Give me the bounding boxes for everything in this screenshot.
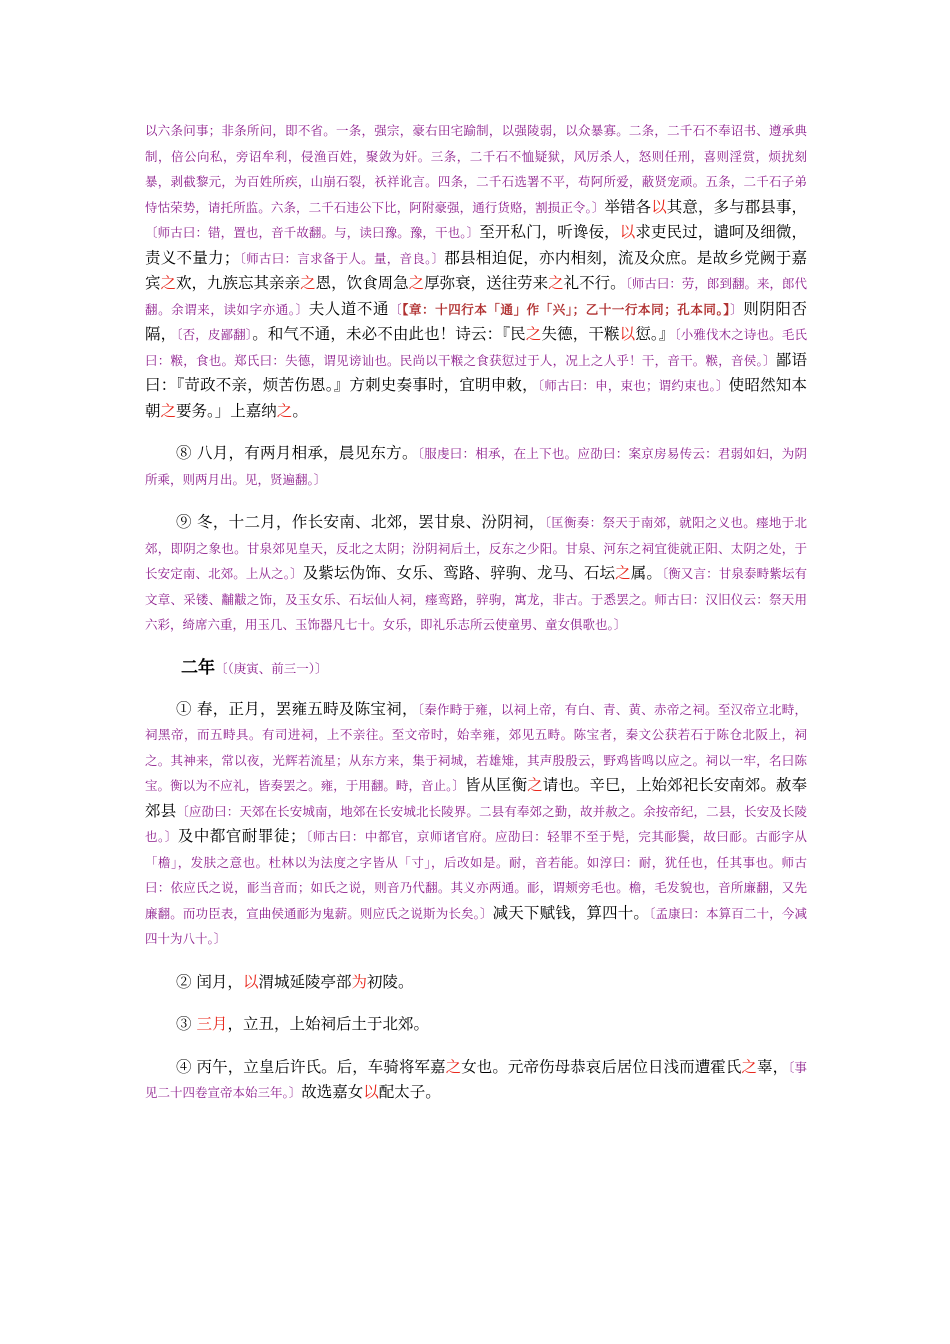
highlight-char: 之 bbox=[160, 401, 177, 420]
annotation-note: 〔孟康曰：本算百二十，今减四十为八十。〕 bbox=[145, 905, 807, 946]
annotation-note: 〔师古曰：言求备于人。量，音良。〕 bbox=[239, 250, 445, 266]
paragraph-continued bbox=[145, 118, 807, 423]
paragraph-2 bbox=[145, 970, 807, 995]
body-text: 其意，多与郡县事， bbox=[666, 197, 807, 216]
body-text: 及紫坛伪饰、女乐、鸾路、骍驹、龙马、石坛 bbox=[302, 564, 616, 582]
body-text: 配太子。 bbox=[378, 1083, 441, 1101]
annotation-note: 〔师古曰：劳，郎到翻。来，郎代翻。余谓来，读如字亦通。〕 bbox=[145, 276, 807, 317]
body-text: ① 春，正月，罢雍五畤及陈宝祠， bbox=[176, 699, 418, 718]
highlight-char: 之 bbox=[276, 401, 293, 420]
body-text: 求吏民过，谴呵及细微，责义不量力； bbox=[145, 223, 807, 267]
paragraph-4 bbox=[145, 1055, 807, 1106]
highlight-char: 以 bbox=[363, 1083, 379, 1101]
body-text: 属。 bbox=[630, 564, 662, 582]
body-text: 请也。辛巳，上始郊祀长安南郊。赦奉郊县 bbox=[145, 776, 807, 820]
body-text: 鄙语曰：『苛政不亲，烦苦伤恩。』方刺史奏事时，宜明申敕， bbox=[145, 350, 807, 394]
body-text: 女也。元帝伤母恭哀后居位日浅而遭霍氏 bbox=[461, 1057, 742, 1076]
paragraph-9 bbox=[145, 510, 807, 638]
highlight-char: 之 bbox=[408, 274, 425, 292]
highlight-char: 以 bbox=[242, 972, 259, 991]
annotation-note: 〔师古曰：中都官，京师诸官府。应劭曰：轻罪不至于髡，完其耏鬓，故曰耏。古耏字从「檐」，发肤之意也。杜林以为法度之字皆从「寸」，后改如是。耐，音若能。如淳曰：耐，犹任也，任其事也。师古曰：依应氏之说，耏当音而；如氏之说，则音乃代翻。其义亦两通。耏，谓颊旁毛也。檐，毛发貌也，音所廉翻，又先廉翻。而功臣表，宣曲侯通耏为鬼薪。则应氏之说斯为长矣。〕 bbox=[145, 829, 807, 921]
year-heading bbox=[181, 656, 807, 681]
annotation-note: 〔衡又言：甘泉泰畤紫坛有文章、采镂、黼黻之饰，及玉女乐、石坛仙人祠，瘗鸾路，骍驹，寓龙，非古。于悉罢之。师古曰：汉旧仪云：祭天用六彩，绮席六重，用玉几、玉饰器凡七十。女乐，即礼乐志所云使童男、童女俱歌也。〕 bbox=[145, 566, 807, 632]
highlight-char: 之 bbox=[548, 274, 564, 292]
highlight-char: 以 bbox=[619, 223, 636, 241]
highlight-char: 为 bbox=[351, 972, 367, 991]
paragraph-8 bbox=[145, 441, 807, 492]
paragraph-1 bbox=[145, 697, 807, 952]
annotation-note: 〔匡衡奏：祭天于南郊，就阳之义也。瘗地于北郊，即阴之象也。甘泉郊见皇天，反北之太阴；汾阴祠后土，反东之少阳。甘泉、河东之祠宜徙就正阳、太阴之处，于长安定南、北郊。上从之。〕 bbox=[145, 515, 807, 581]
body-text: 皆从匡衡 bbox=[464, 776, 528, 794]
paragraph-3 bbox=[145, 1012, 807, 1037]
body-text: ⑧ 八月，有两月相承，晨见东方。 bbox=[176, 444, 418, 462]
body-text: 郡县相迫促，亦内相刻，流及众庶。是故乡党阙于嘉宾 bbox=[145, 248, 807, 292]
annotation-note: 〔秦作畤于雍，以祠上帝，有白、青、黄、赤帝之祠。至汉帝立北畤，祠黑帝，而五畤具。有司进祠，上不亲往。至文帝时，始幸雍，郊见五畤。陈宝者，秦文公获若石于陈仓北阪上，祠之。其神来，常以夜，光辉若流星；从东方来，集于祠城，若雄雉，其声殷殷云，野鸡皆鸣以应之。祠以一牢，名曰陈宝。衡以为不应礼，皆奏罢之。雍，于用翻。畤，音止。〕 bbox=[145, 701, 807, 793]
annotation-note: 〔服虔曰：相承，在上下也。应劭曰：案京房易传云：君弱如妇，为阴所乘，则两月出。见，贤遍翻。〕 bbox=[145, 446, 807, 487]
annotation-note: 〔应劭曰：天郊在长安城南，地郊在长安城北长陵界。二县有奉郊之勤，故并赦之。余按帝纪，二县，长安及长陵也。〕 bbox=[145, 803, 807, 844]
body-text: ⑨ 冬，十二月，作长安南、北郊，罢甘泉、汾阴祠， bbox=[176, 513, 545, 531]
annotation-note: 〔（庚寅、前三一）〕 bbox=[215, 660, 328, 676]
body-text: 减天下赋钱，算四十。 bbox=[492, 903, 650, 922]
highlight-char: 以 bbox=[651, 197, 667, 216]
body-text: 恩，饮食周急 bbox=[315, 274, 409, 292]
annotation-note: 〔师古曰：错，置也，音千故翻。与，读曰豫。豫，干也。〕 bbox=[145, 225, 480, 240]
body-text: 要务。」上嘉纳 bbox=[176, 401, 277, 420]
annotation-note: 〔 bbox=[389, 301, 403, 317]
annotation-note: 以六条问事；非条所问，即不省。一条，强宗，豪右田宅踰制，以强陵弱，以众暴寡。二条，二千石不奉诏书、遵承典制，倍公向私，旁诏牟利，侵渔百姓，聚敛为奸。三条，二千石不恤疑狱，风厉杀人，怒则任刑，喜则淫赏，烦扰刻暴，剥截黎元，为百姓所疾，山崩石裂，祅祥讹言。四条，二千石选署不平，苟阿所爱，蔽贤宠顽。五条，二千石子弟恃怙荣势，请托所监。六条，二千石违公下比，阿附豪强，通行货赂，割损正令。〕 bbox=[145, 123, 807, 215]
body-text: 欢，九族忘其亲亲 bbox=[176, 274, 301, 292]
collation-note: 【章：十四行本「通」作「兴」；乙十一行本同；孔本同。】 bbox=[402, 301, 731, 317]
body-text: 初陵。 bbox=[366, 972, 414, 991]
body-text: 愆。』 bbox=[635, 325, 675, 343]
highlight-char: 之 bbox=[445, 1057, 462, 1076]
body-text: 渭城延陵亭部 bbox=[258, 972, 352, 991]
body-text: 使昭然知本朝 bbox=[145, 376, 807, 420]
highlight-char: 之 bbox=[615, 564, 631, 582]
document-page bbox=[145, 118, 807, 1124]
highlight-char: 之 bbox=[525, 325, 542, 343]
body-text: 则阴阳否隔， bbox=[145, 299, 807, 343]
highlight-char: 三月 bbox=[196, 1015, 228, 1033]
highlight-char: 之 bbox=[160, 274, 177, 292]
body-text: ③ bbox=[176, 1015, 197, 1033]
body-text: ，立丑，上始祠后土于北郊。 bbox=[227, 1015, 429, 1033]
highlight-char: 以 bbox=[619, 325, 636, 343]
body-text: ② 闰月， bbox=[176, 972, 243, 991]
body-text: 至开私门，听谗佞， bbox=[479, 223, 620, 241]
annotation-note: 〔小雅伐木之诗也。毛氏曰：糇，食也。郑氏曰：失德，谓见谤讪也。民尚以干糇之食获愆过于人，况上之人乎！干，音干。糇，音侯。〕 bbox=[145, 327, 807, 368]
annotation-note: 〔师古曰：申，束也；谓约束也。〕 bbox=[537, 378, 729, 393]
highlight-char: 之 bbox=[741, 1057, 757, 1076]
highlight-char: 之 bbox=[527, 776, 543, 794]
body-text: 故选嘉女 bbox=[301, 1083, 364, 1101]
highlight-char: 之 bbox=[300, 274, 316, 292]
body-text: 礼不行。 bbox=[563, 274, 626, 292]
body-text: ④ 丙午，立皇后许氏。后，车骑将军嘉 bbox=[176, 1057, 446, 1076]
year-title: 二年 bbox=[181, 657, 215, 678]
body-text: 。 bbox=[292, 401, 308, 420]
annotation-note: 〕 bbox=[730, 301, 744, 317]
annotation-note: 〔事见二十四卷宣帝本始三年。〕 bbox=[145, 1059, 807, 1100]
body-text: 举错各 bbox=[604, 197, 652, 216]
body-text: 。和气不通，未必不由此也！诗云：『民 bbox=[252, 325, 526, 343]
annotation-note: 〔否，皮鄙翻〕 bbox=[176, 327, 253, 342]
body-text: 厚弥衰，送往劳来 bbox=[424, 274, 549, 292]
body-text: 夫人道不通 bbox=[308, 299, 390, 318]
body-text: 及中都官耐罪徒； bbox=[177, 827, 306, 845]
body-text: 辜， bbox=[757, 1057, 789, 1076]
body-text: 失德，干糇 bbox=[541, 325, 620, 343]
